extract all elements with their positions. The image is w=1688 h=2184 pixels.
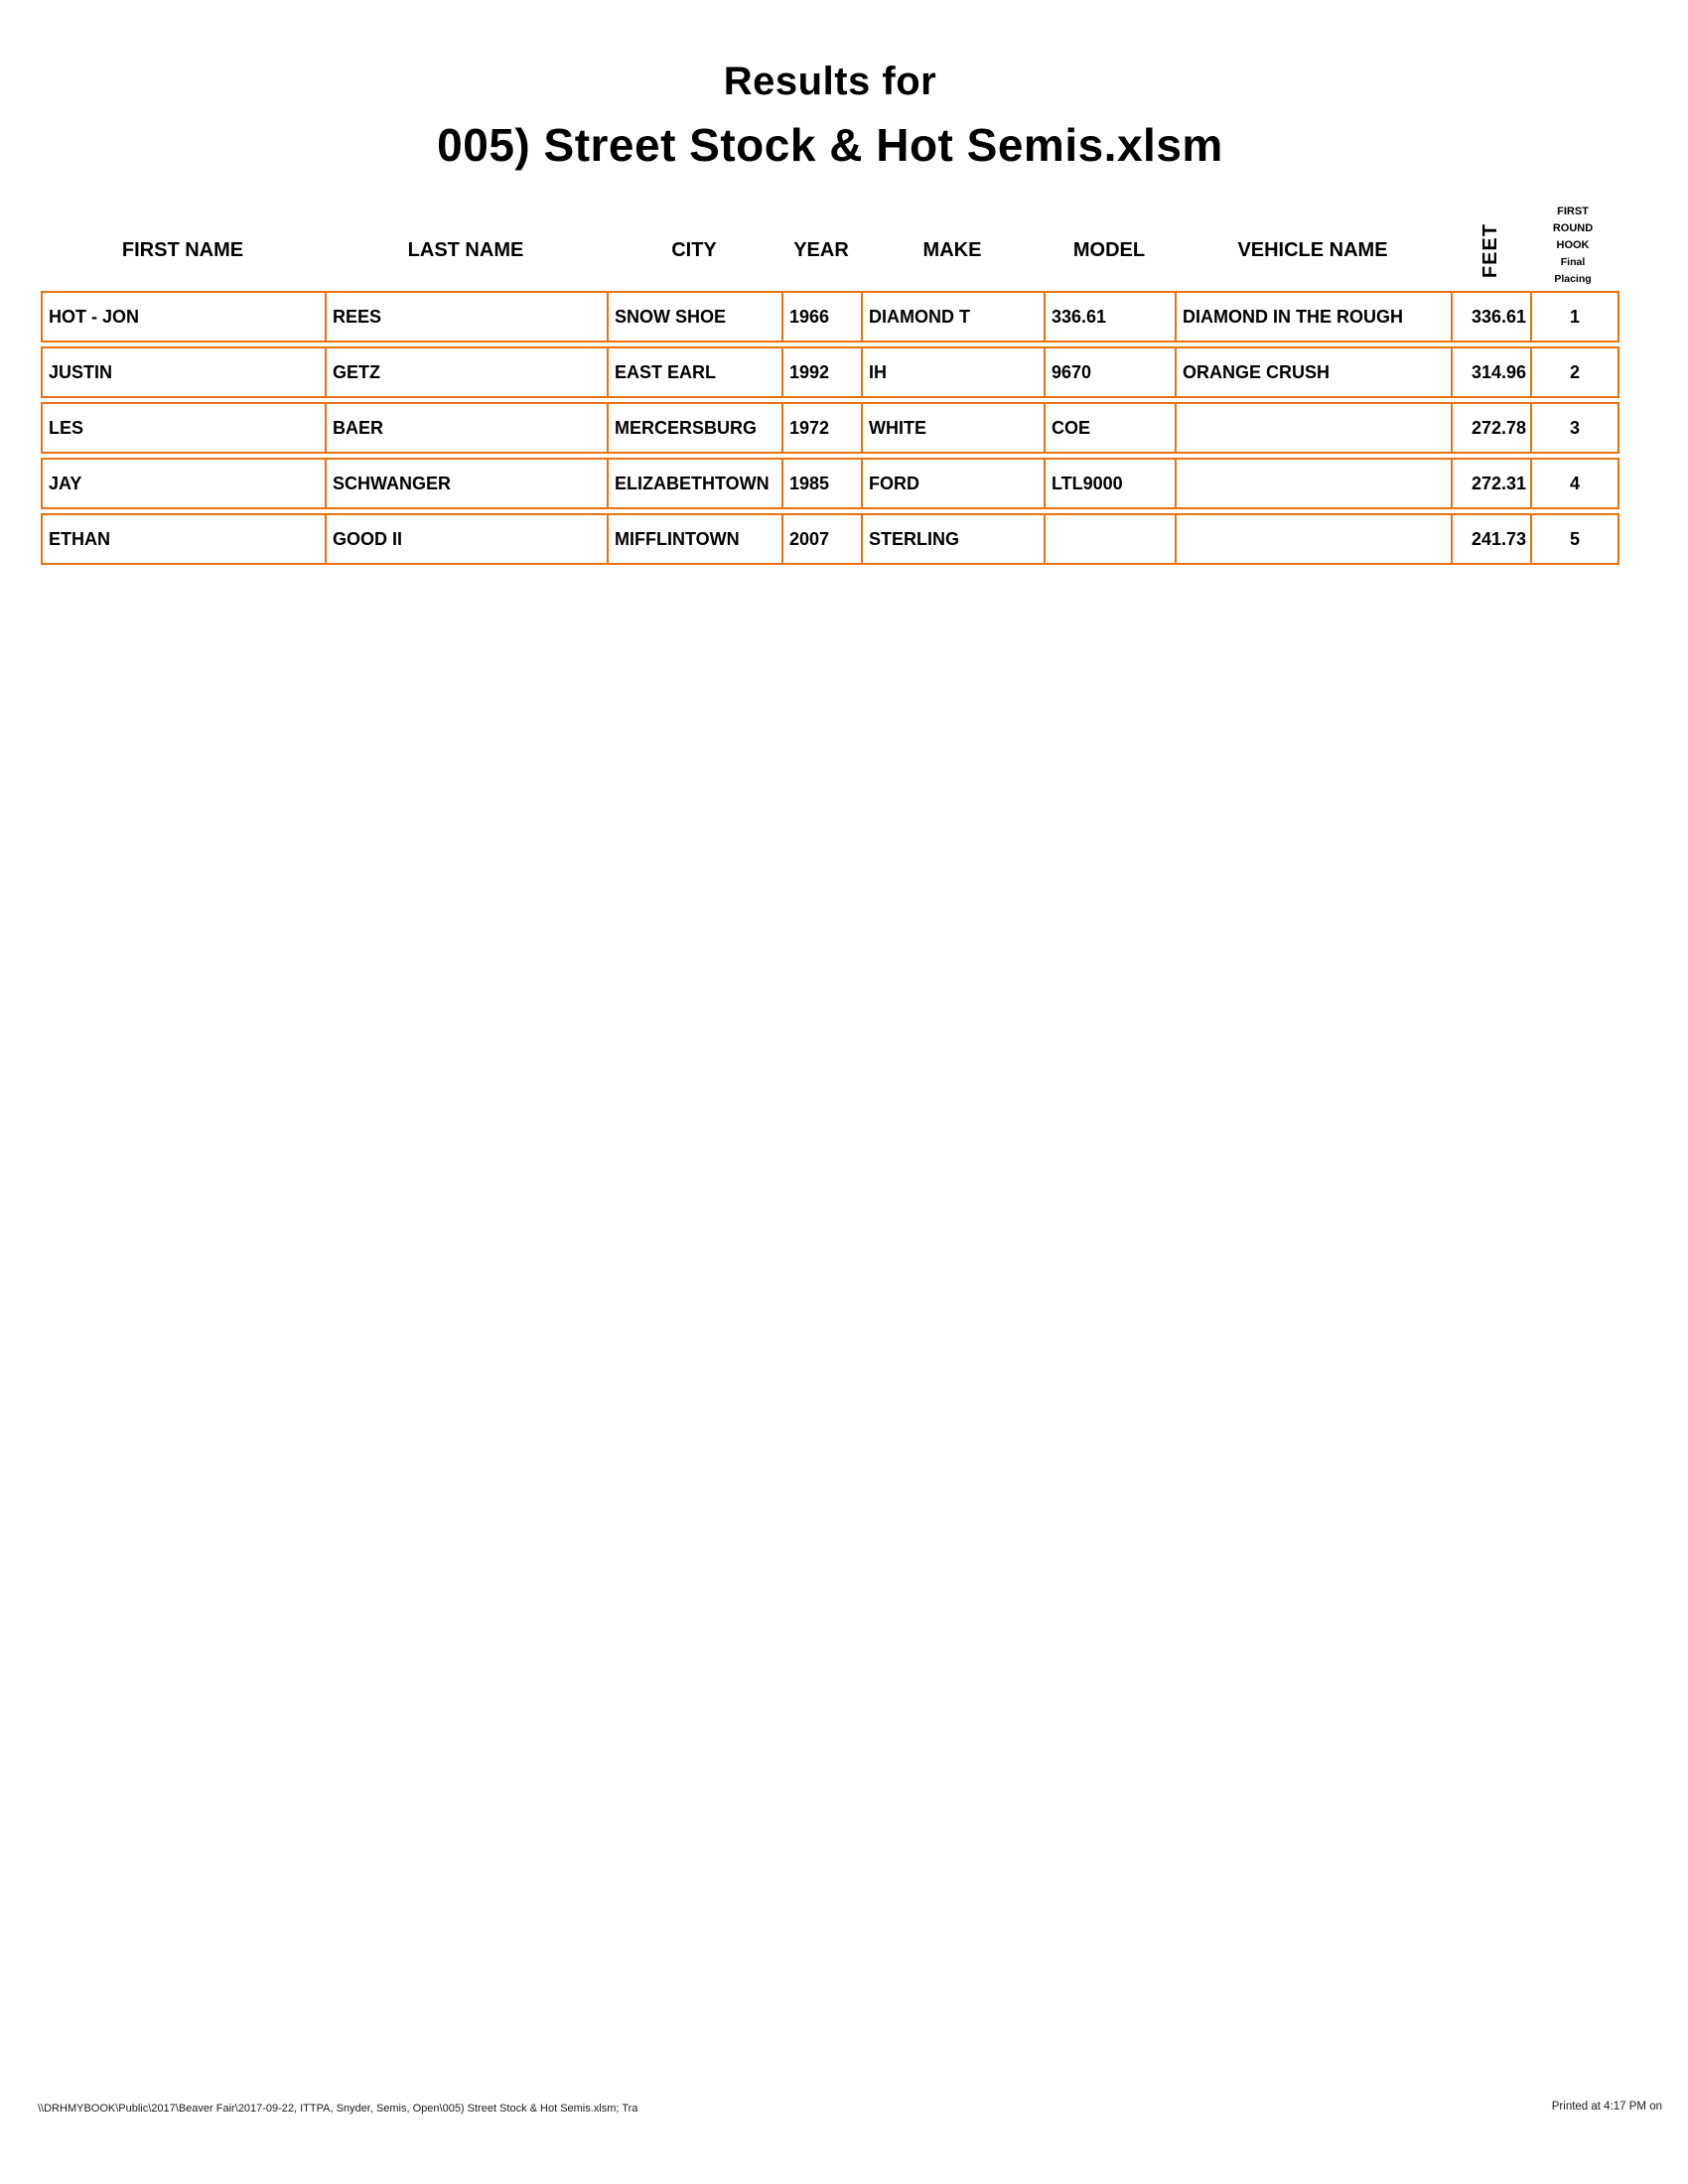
cell-city: SNOW SHOE — [609, 293, 783, 341]
cell-placing: 1 — [1569, 307, 1580, 327]
cell-vehicle-name — [1177, 404, 1453, 452]
cell-make: DIAMOND T — [863, 293, 1046, 341]
cell-vehicle-name — [1177, 515, 1453, 563]
cell-model: 336.61 — [1046, 293, 1177, 341]
column-header-city: CITY — [671, 239, 717, 261]
footer-printed-timestamp: Printed at 4:17 PM on — [1551, 2101, 1662, 2113]
page-title-line2: 005) Street Stock & Hot Semis.xlsm — [437, 119, 1223, 171]
cell-last-name: BAER — [327, 404, 609, 452]
placing-header-line: ROUND — [1552, 222, 1594, 234]
table-header-row — [41, 195, 1616, 290]
cell-placing: 4 — [1569, 474, 1580, 493]
cell-year: 1966 — [783, 293, 863, 341]
cell-feet: 241.73 — [1453, 515, 1532, 563]
cell-last-name: GOOD II — [327, 515, 609, 563]
cell-city: MIFFLINTOWN — [609, 515, 783, 563]
page-title-line1: Results for — [723, 60, 937, 103]
cell-first-name: JUSTIN — [43, 348, 327, 396]
column-header-vehicle-name: VEHICLE NAME — [1237, 239, 1388, 261]
table-row — [41, 346, 1619, 398]
cell-placing: 3 — [1569, 418, 1580, 438]
cell-year: 2007 — [783, 515, 863, 563]
cell-last-name: REES — [327, 293, 609, 341]
footer-file-path: \\DRHMYBOOK\Public\2017\Beaver Fair\2017-09-22, ITTPA, Snyder, Semis, Open\005) Street Stock & Hot Semis.xlsm; Tra — [38, 2103, 638, 2115]
cell-make: FORD — [863, 460, 1046, 507]
cell-feet: 314.96 — [1453, 348, 1532, 396]
cell-placing: 5 — [1569, 529, 1580, 549]
cell-year: 1972 — [783, 404, 863, 452]
cell-last-name: SCHWANGER — [327, 460, 609, 507]
cell-vehicle-name: ORANGE CRUSH — [1177, 348, 1453, 396]
column-header-first-name: FIRST NAME — [121, 239, 244, 261]
report-title — [41, 60, 1619, 172]
placing-header-line: FIRST — [1557, 205, 1589, 217]
cell-vehicle-name: DIAMOND IN THE ROUGH — [1177, 293, 1453, 341]
cell-year: 1992 — [783, 348, 863, 396]
column-header-placing — [1530, 204, 1616, 290]
cell-first-name: LES — [43, 404, 327, 452]
column-header-model: MODEL — [1072, 239, 1146, 261]
cell-first-name: JAY — [43, 460, 327, 507]
cell-placing: 2 — [1569, 362, 1580, 382]
cell-city: ELIZABETHTOWN — [609, 460, 783, 507]
table-row — [41, 402, 1619, 454]
cell-city: EAST EARL — [609, 348, 783, 396]
cell-make: IH — [863, 348, 1046, 396]
cell-first-name: ETHAN — [43, 515, 327, 563]
table-row — [41, 291, 1619, 342]
cell-model: COE — [1046, 404, 1177, 452]
cell-make: WHITE — [863, 404, 1046, 452]
cell-last-name: GETZ — [327, 348, 609, 396]
cell-feet: 336.61 — [1453, 293, 1532, 341]
cell-feet: 272.78 — [1453, 404, 1532, 452]
table-body — [41, 291, 1619, 569]
column-header-make: MAKE — [922, 239, 982, 261]
placing-header-line: Final — [1560, 256, 1586, 268]
cell-year: 1985 — [783, 460, 863, 507]
cell-feet: 272.31 — [1453, 460, 1532, 507]
cell-model: 9670 — [1046, 348, 1177, 396]
cell-city: MERCERSBURG — [609, 404, 783, 452]
cell-model — [1046, 515, 1177, 563]
column-header-last-name: LAST NAME — [407, 239, 524, 261]
placing-header-line: Placing — [1554, 273, 1592, 285]
column-header-year: YEAR — [793, 239, 849, 261]
column-header-feet-label: FEET — [1478, 222, 1501, 278]
table-row — [41, 458, 1619, 509]
cell-make: STERLING — [863, 515, 1046, 563]
cell-vehicle-name — [1177, 460, 1453, 507]
table-row — [41, 513, 1619, 565]
cell-first-name: HOT - JON — [43, 293, 327, 341]
column-header-feet — [1451, 223, 1530, 290]
cell-model: LTL9000 — [1046, 460, 1177, 507]
placing-header-line: HOOK — [1556, 239, 1590, 251]
